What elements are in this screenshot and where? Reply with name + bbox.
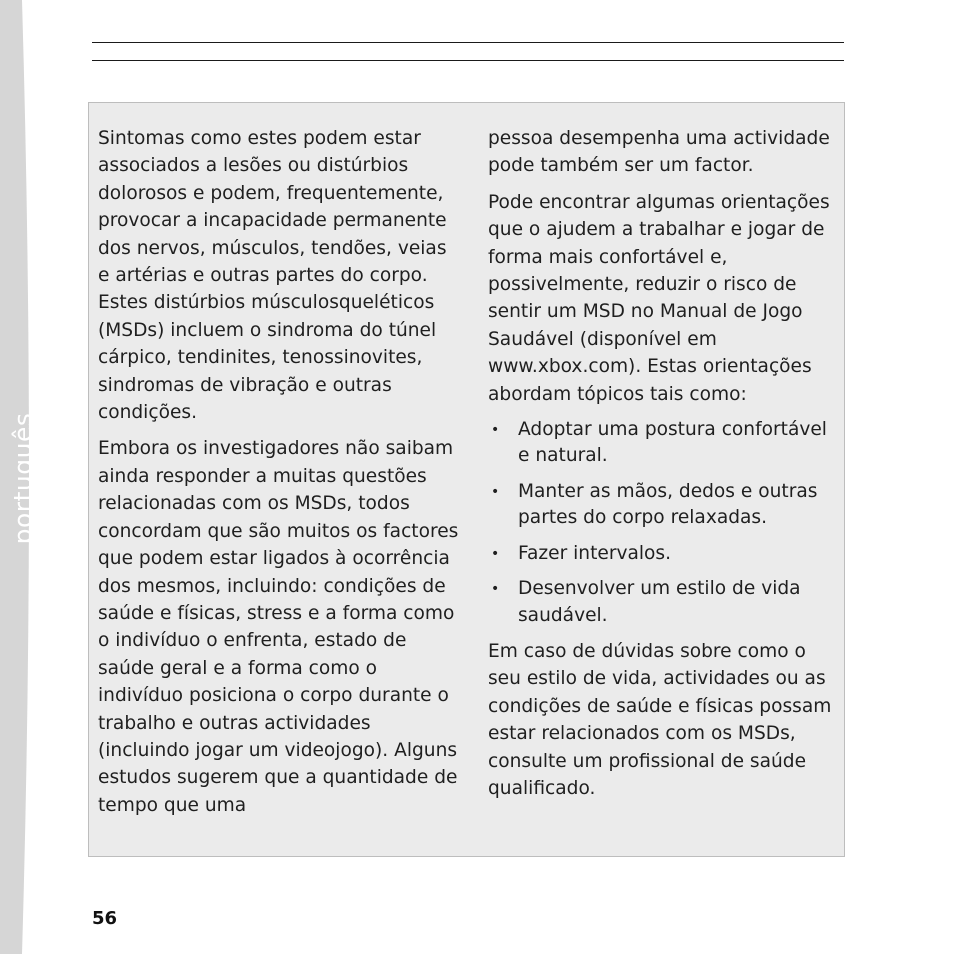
paragraph-researchers: Embora os investigadores não saibam ainda responder a muitas questões relacionadas com os MSDs, todos concordam que são muitos os factores que podem estar ligados à ocorrência dos mesmos, incluindo: condições de saúde e físicas, stress e a forma como o indivíduo o enfrenta, estado de saúde geral e a forma como o indivíduo posiciona o corpo durante o trabalho e outras actividades (incluindo jogar um videojogo). Alguns estudos sugerem que a quantidade de tempo que uma xyxy=(98,438,459,816)
list-item xyxy=(488,576,840,629)
side-language-text: português xyxy=(8,412,38,544)
paragraph-closing: Em caso de dúvidas sobre como o seu estilo de vida, actividades ou as condições de saúde e físicas possam estar relacionados com os MSDs, consulte um profissional de saúde qualificado. xyxy=(488,640,832,799)
list-item-text: Manter as mãos, dedos e outras partes do corpo relaxadas. xyxy=(518,480,818,529)
guideline-list xyxy=(488,417,840,629)
header-rule-bottom xyxy=(92,60,844,61)
list-item-text: Adoptar uma postura confortável e natural. xyxy=(518,419,827,467)
paragraph-continuation: pessoa desempenha uma actividade pode também ser um factor. xyxy=(488,128,830,177)
paragraph-symptoms: Sintomas como estes podem estar associados a lesões ou distúrbios dolorosos e podem, frequentemente, provocar a incapacidade permanente dos nervos, músculos, tendões, veias e artérias e outras partes do corpo. Estes distúrbios músculosqueléticos (MSDs) incluem o sindroma do túnel cárpico, tendinites, tenossinovites, sindromas de vibração e outras condições. xyxy=(98,128,447,424)
list-item-text: Fazer intervalos. xyxy=(518,542,671,564)
right-column xyxy=(488,125,840,811)
bullet-icon: • xyxy=(491,422,500,439)
list-item xyxy=(488,479,840,532)
header-rule-top xyxy=(92,42,844,43)
page-number: 56 xyxy=(92,908,118,929)
list-item xyxy=(488,417,840,470)
bullet-icon: • xyxy=(491,483,500,500)
list-item-text: Desenvolver um estilo de vida saudável. xyxy=(518,578,801,626)
content-box xyxy=(88,102,845,857)
side-language-label xyxy=(4,407,42,549)
left-column xyxy=(98,125,460,828)
list-item xyxy=(488,541,840,567)
paragraph-guidelines: Pode encontrar algumas orientações que o ajudem a trabalhar e jogar de forma mais confortável e, possivelmente, reduzir o risco de sentir um MSD no Manual de Jogo Saudável (disponível em www.xbox.com). Estas orientações abordam tópicos tais como: xyxy=(488,191,830,405)
bullet-icon: • xyxy=(491,545,500,562)
bullet-icon: • xyxy=(491,581,500,598)
